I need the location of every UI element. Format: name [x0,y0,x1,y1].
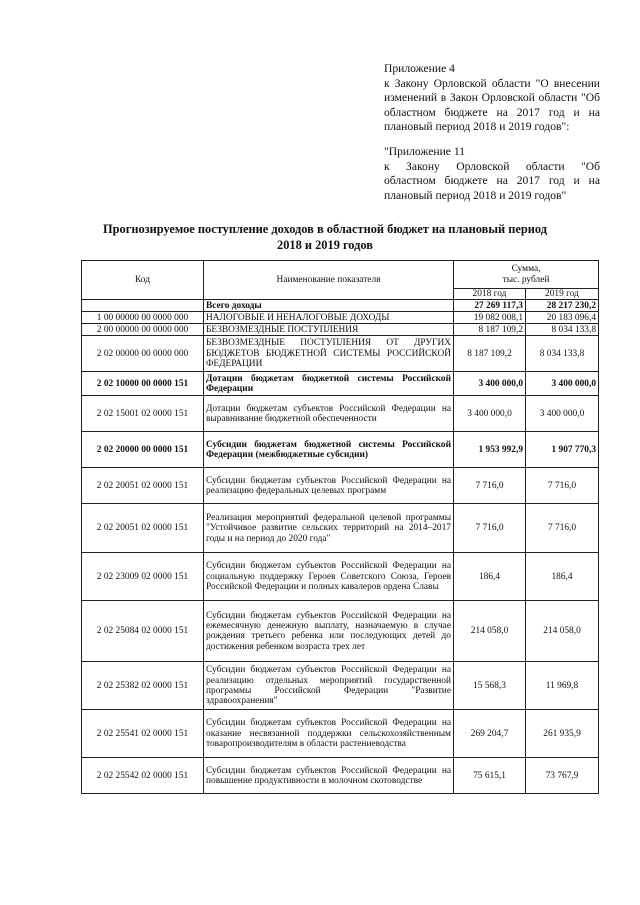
row-code: 2 02 20051 02 0000 151 [82,468,204,504]
header-name: Наименование показателя [204,261,454,300]
row-value-2019: 11 969,8 [526,662,599,710]
row-value-2018: 19 082 008,1 [454,312,526,324]
row-value-2018: 27 269 117,3 [454,300,526,312]
table-row [82,504,599,553]
appendix-line: "Приложение 11 [384,144,466,158]
row-code: 2 02 20000 00 0000 151 [82,432,204,468]
row-name: Субсидии бюджетам субъектов Российской Федерации на оказание несвязанной поддержки сельскохозяйственным товаропроизводителям в области растениеводства [204,710,454,758]
table-row [82,324,599,336]
table-row [82,432,599,468]
header-sum-label: Сумма, [511,264,541,275]
row-value-2019: 73 767,9 [526,758,599,794]
row-name: Субсидии бюджетам субъектов Российской Федерации на социальную поддержку Героев Советского Союза, Героев Российской Федерации и полных кавалеров ордена Славы [204,553,454,601]
table-row [82,336,599,372]
table-row [82,396,599,432]
row-value-2018: 3 400 000,0 [454,372,526,396]
row-code: 2 00 00000 00 0000 000 [82,324,204,336]
row-name: БЕЗВОЗМЕЗДНЫЕ ПОСТУПЛЕНИЯ [204,324,454,336]
row-code: 2 02 25542 02 0000 151 [82,758,204,794]
row-name: Дотации бюджетам субъектов Российской Федерации на выравнивание бюджетной обеспеченности [204,396,454,432]
row-value-2018: 7 716,0 [454,468,526,504]
row-value-2018: 75 615,1 [454,758,526,794]
header-sum [454,261,599,289]
row-name: Субсидии бюджетам субъектов Российской Федерации на реализацию отдельных мероприятий государственной программы Российской Федерации "Развитие здравоохранения" [204,662,454,710]
row-code: 2 02 25084 02 0000 151 [82,601,204,662]
row-value-2018: 8 187 109,2 [454,336,526,372]
row-value-2019: 7 716,0 [526,504,599,553]
row-name: Реализация мероприятий федеральной целевой программы "Устойчивое развитие сельских территорий на 2014–2017 годы и на период до 2020 года" [204,504,454,553]
row-value-2018: 186,4 [454,553,526,601]
row-name: Субсидии бюджетам бюджетной системы Российской Федерации (межбюджетные субсидии) [204,432,454,468]
row-name: Субсидии бюджетам субъектов Российской Федерации на реализацию федеральных целевых программ [204,468,454,504]
row-name: НАЛОГОВЫЕ И НЕНАЛОГОВЫЕ ДОХОДЫ [204,312,454,324]
row-code [82,300,204,312]
row-value-2019: 261 935,9 [526,710,599,758]
table-row [82,312,599,324]
row-value-2019: 214 058,0 [526,601,599,662]
header-year-2018: 2018 год [454,289,526,300]
row-code: 2 02 00000 00 0000 000 [82,336,204,372]
table-row [82,601,599,662]
row-code: 2 02 25541 02 0000 151 [82,710,204,758]
row-code: 2 02 15001 02 0000 151 [82,396,204,432]
appendix-note [384,62,600,203]
row-value-2018: 214 058,0 [454,601,526,662]
row-value-2018: 3 400 000,0 [454,396,526,432]
row-value-2019: 186,4 [526,553,599,601]
row-value-2018: 1 953 992,9 [454,432,526,468]
row-code: 2 02 25382 02 0000 151 [82,662,204,710]
appendix-line: Приложение 4 [384,62,455,75]
row-value-2019: 7 716,0 [526,468,599,504]
header-year-2019: 2019 год [526,289,599,300]
row-name: Дотации бюджетам бюджетной системы Российской Федерации [204,372,454,396]
row-value-2019: 8 034 133,8 [526,324,599,336]
row-name: Всего доходы [204,300,454,312]
table-row [82,372,599,396]
row-code: 2 02 20051 02 0000 151 [82,504,204,553]
appendix-line: к Закону Орловской области "О внесении изменений в Закон Орловской области "Об областном бюджете на 2017 год и на плановый период 2018 и 2019 годов": [384,76,600,134]
table-row [82,300,599,312]
row-value-2018: 15 568,3 [454,662,526,710]
row-code: 1 00 00000 00 0000 000 [82,312,204,324]
table-row [82,468,599,504]
table-row [82,662,599,710]
document-title: Прогнозируемое поступление доходов в областной бюджет на плановый период 2018 и 2019 годов [102,222,547,252]
header-code: Код [82,261,204,300]
table-row [82,758,599,794]
row-code: 2 02 23009 02 0000 151 [82,553,204,601]
row-value-2018: 8 187 109,2 [454,324,526,336]
table-row [82,710,599,758]
row-name: БЕЗВОЗМЕЗДНЫЕ ПОСТУПЛЕНИЯ ОТ ДРУГИХ БЮДЖЕТОВ БЮДЖЕТНОЙ СИСТЕМЫ РОССИЙСКОЙ ФЕДЕРАЦИИ [204,336,454,372]
row-name: Субсидии бюджетам субъектов Российской Федерации на повышение продуктивности в молочном скотоводстве [204,758,454,794]
row-code: 2 02 10000 00 0000 151 [82,372,204,396]
row-value-2019: 3 400 000,0 [526,372,599,396]
revenue-table [81,260,599,794]
row-value-2019: 3 400 000,0 [526,396,599,432]
row-value-2019: 28 217 230,2 [526,300,599,312]
row-value-2019: 1 907 770,3 [526,432,599,468]
header-units: тыс. рублей [502,274,550,285]
table-row [82,553,599,601]
row-value-2019: 20 183 096,4 [526,312,599,324]
row-value-2018: 7 716,0 [454,504,526,553]
row-value-2019: 8 034 133,8 [526,336,599,372]
appendix-line: к Закону Орловской области "Об областном бюджете на 2017 год и на плановый период 2018 и 2019 годов" [384,159,600,202]
row-value-2018: 269 204,7 [454,710,526,758]
row-name: Субсидии бюджетам субъектов Российской Федерации на ежемесячную денежную выплату, назначаемую в случае рождения третьего ребенка или последующих детей до достижения ребенком возраста трех лет [204,601,454,662]
